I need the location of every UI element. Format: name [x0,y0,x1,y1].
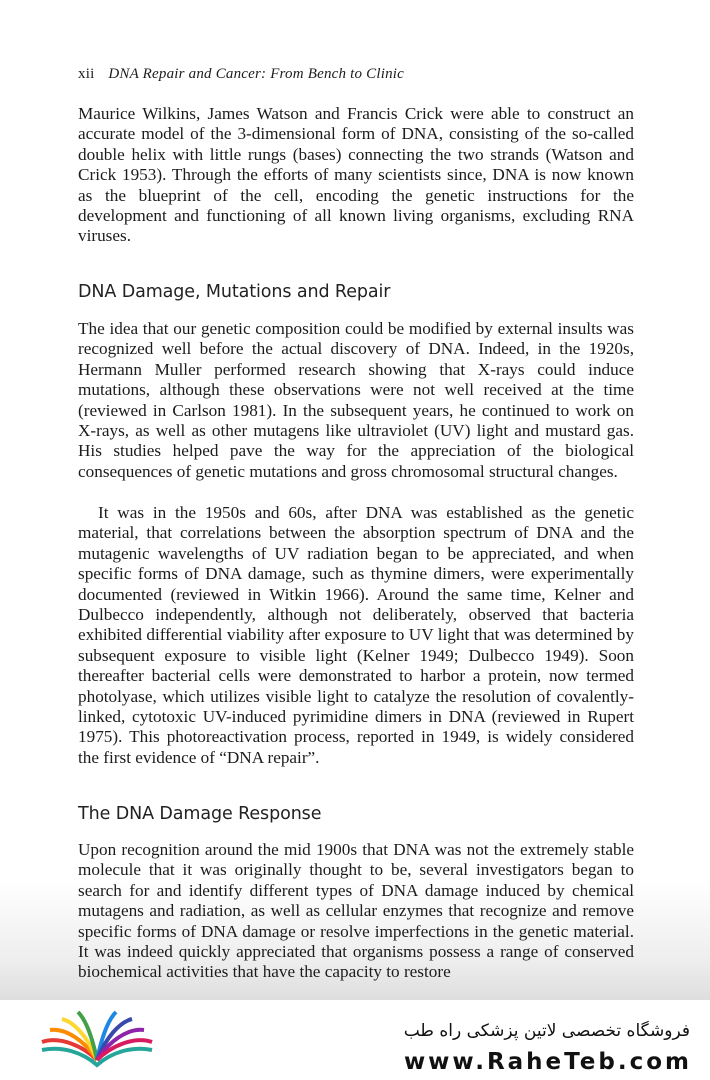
store-name: فروشگاه تخصصی لاتین پزشکی راه طب [403,1021,690,1041]
open-book-logo-icon [38,1010,156,1068]
running-head [78,66,404,83]
book-title: DNA Repair and Cancer: From Bench to Clinic [108,66,405,82]
paragraph-photoreactivation: It was in the 1950s and 60s, after DNA was established as the genetic material, that correlations between the absorption spectrum of DNA and the mutagenic wavelengths of UV radiation began to be appreciated, and when specific forms of DNA damage, such as thymine dimers, were experimentally documented (reviewed in Witkin 1966). Around the same time, Kelner and Dulbecco independently, although not deliberately, observed that bacteria exhibited differential viability after exposure to UV light that was determined by subsequent exposure to visible light (Kelner 1949; Dulbecco 1949). Soon thereafter bacterial cells were demonstrated to harbor a protein, now termed photolyase, which utilizes visible light to catalyze the resolution of covalently-linked, cytotoxic UV-induced pyrimidine dimers in DNA (reviewed in Rupert 1975). This photoreactivation process, reported in 1949, is widely considered the first evidence of “DNA repair”. [78,503,634,767]
store-url-link[interactable]: www.RaheTeb.com [403,1049,692,1075]
paragraph-intro: Maurice Wilkins, James Watson and Francis Crick were able to construct an accurate model of the 3-dimensional form of DNA, consisting of the so-called double helix with little rungs (bases) connecting the two strands (Watson and Crick 1953). Through the efforts of many scientists since, DNA is now known as the blueprint of the cell, encoding the genetic instructions for the development and functioning of all known living organisms, excluding RNA viruses. [78,104,634,246]
paragraph-muller: The idea that our genetic composition could be modified by external insults was recognized well before the actual discovery of DNA. Indeed, in the 1920s, Hermann Muller performed research showing that X-rays could induce mutations, although these observations were not well received at the time (reviewed in Carlson 1981). In the subsequent years, he continued to work on X-rays, as well as other mutagens like ultraviolet (UV) light and mustard gas. His studies helped pave the way for the appreciation of the biological consequences of genetic mutations and gross chromosomal structural changes. [78,319,634,481]
section-heading-dna-damage: DNA Damage, Mutations and Repair [78,282,391,302]
paragraph-damage-response: Upon recognition around the mid 1900s that DNA was not the extremely stable molecule that it was originally thought to be, several investigators began to search for and identify different types of DNA damage induced by chemical mutagens and radiation, as well as cellular enzymes that recognize and remove specific forms of DNA damage or resolve imperfections in the genetic material. It was indeed quickly appreciated that organisms possess a range of conserved biochemical activities that have the capacity to restore [78,840,634,982]
page-number: xii [78,66,95,82]
section-heading-damage-response: The DNA Damage Response [78,804,322,824]
